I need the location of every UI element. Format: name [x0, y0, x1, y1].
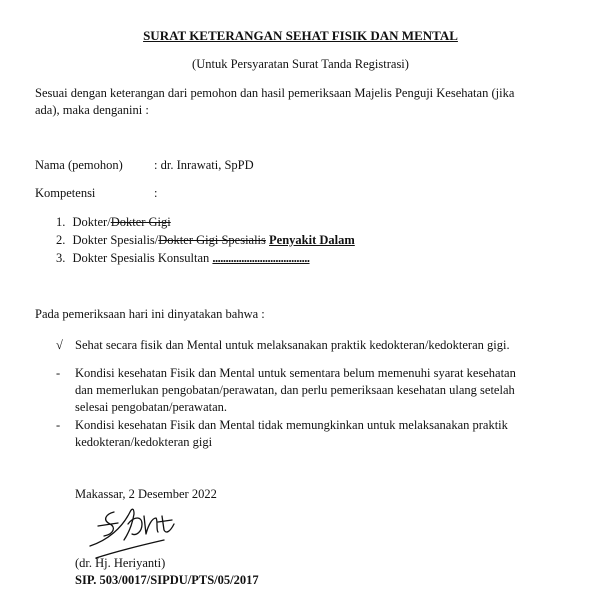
competence-colon: :	[154, 186, 158, 200]
finding-item-1: Sehat secara fisik dan Mental untuk melaksanakan praktik kedokteran/kedokteran gigi.	[75, 338, 510, 352]
competence-label: Kompetensi	[35, 186, 96, 200]
specialty-value: Penyakit Dalam	[269, 233, 355, 247]
check-mark-icon: √	[56, 338, 63, 352]
letter-title: SURAT KETERANGAN SEHAT FISIK DAN MENTAL	[143, 28, 458, 43]
intro-text-line1: Sesuai dengan keterangan dari pemohon dan hasil pemeriksaan Majelis Penguji Kesehatan (jika	[35, 86, 515, 100]
item-number: 1.	[56, 215, 66, 229]
bullet-dash: -	[56, 418, 61, 432]
name-value: : dr. Inrawati, SpPD	[154, 158, 254, 172]
fill-in-blank: .....................................	[212, 251, 310, 265]
competence-item-1	[56, 215, 171, 230]
item-number: 3.	[56, 251, 66, 265]
competence-item-3	[56, 251, 310, 266]
item-number: 2.	[56, 233, 66, 247]
finding-item-3-line2: kedokteran/kedokteran gigi	[75, 435, 213, 449]
findings-intro: Pada pemeriksaan hari ini dinyatakan bahwa :	[35, 307, 265, 321]
handwritten-signature	[84, 502, 194, 564]
name-label: Nama (pemohon)	[35, 158, 123, 172]
finding-item-2-line2: dan memerlukan pengobatan/perawatan, dan perlu pemeriksaan kesehatan ulang setelah	[75, 383, 515, 397]
struck-option: Dokter Gigi Spesialis	[158, 233, 266, 247]
item-text: Dokter Spesialis/	[72, 233, 159, 247]
letter-subtitle: (Untuk Persyaratan Surat Tanda Registrasi)	[192, 57, 409, 71]
place-date: Makassar, 2 Desember 2022	[75, 487, 217, 501]
finding-item-2-line1: Kondisi kesehatan Fisik dan Mental untuk sementara belum memenuhi syarat kesehatan	[75, 366, 516, 380]
item-text: Dokter Spesialis Konsultan	[72, 251, 213, 265]
struck-option: Dokter Gigi	[110, 215, 171, 229]
bullet-dash: -	[56, 366, 61, 380]
competence-item-2	[56, 233, 355, 248]
item-text: Dokter/	[72, 215, 111, 229]
signer-name: (dr. Hj. Heriyanti)	[75, 556, 166, 570]
intro-text-line2: ada), maka denganini :	[35, 103, 149, 117]
sip-number: SIP. 503/0017/SIPDU/PTS/05/2017	[75, 573, 259, 587]
finding-item-2-line3: selesai pengobatan/perawatan.	[75, 400, 228, 414]
finding-item-3-line1: Kondisi kesehatan Fisik dan Mental tidak memungkinkan untuk melaksanakan praktik	[75, 418, 508, 432]
